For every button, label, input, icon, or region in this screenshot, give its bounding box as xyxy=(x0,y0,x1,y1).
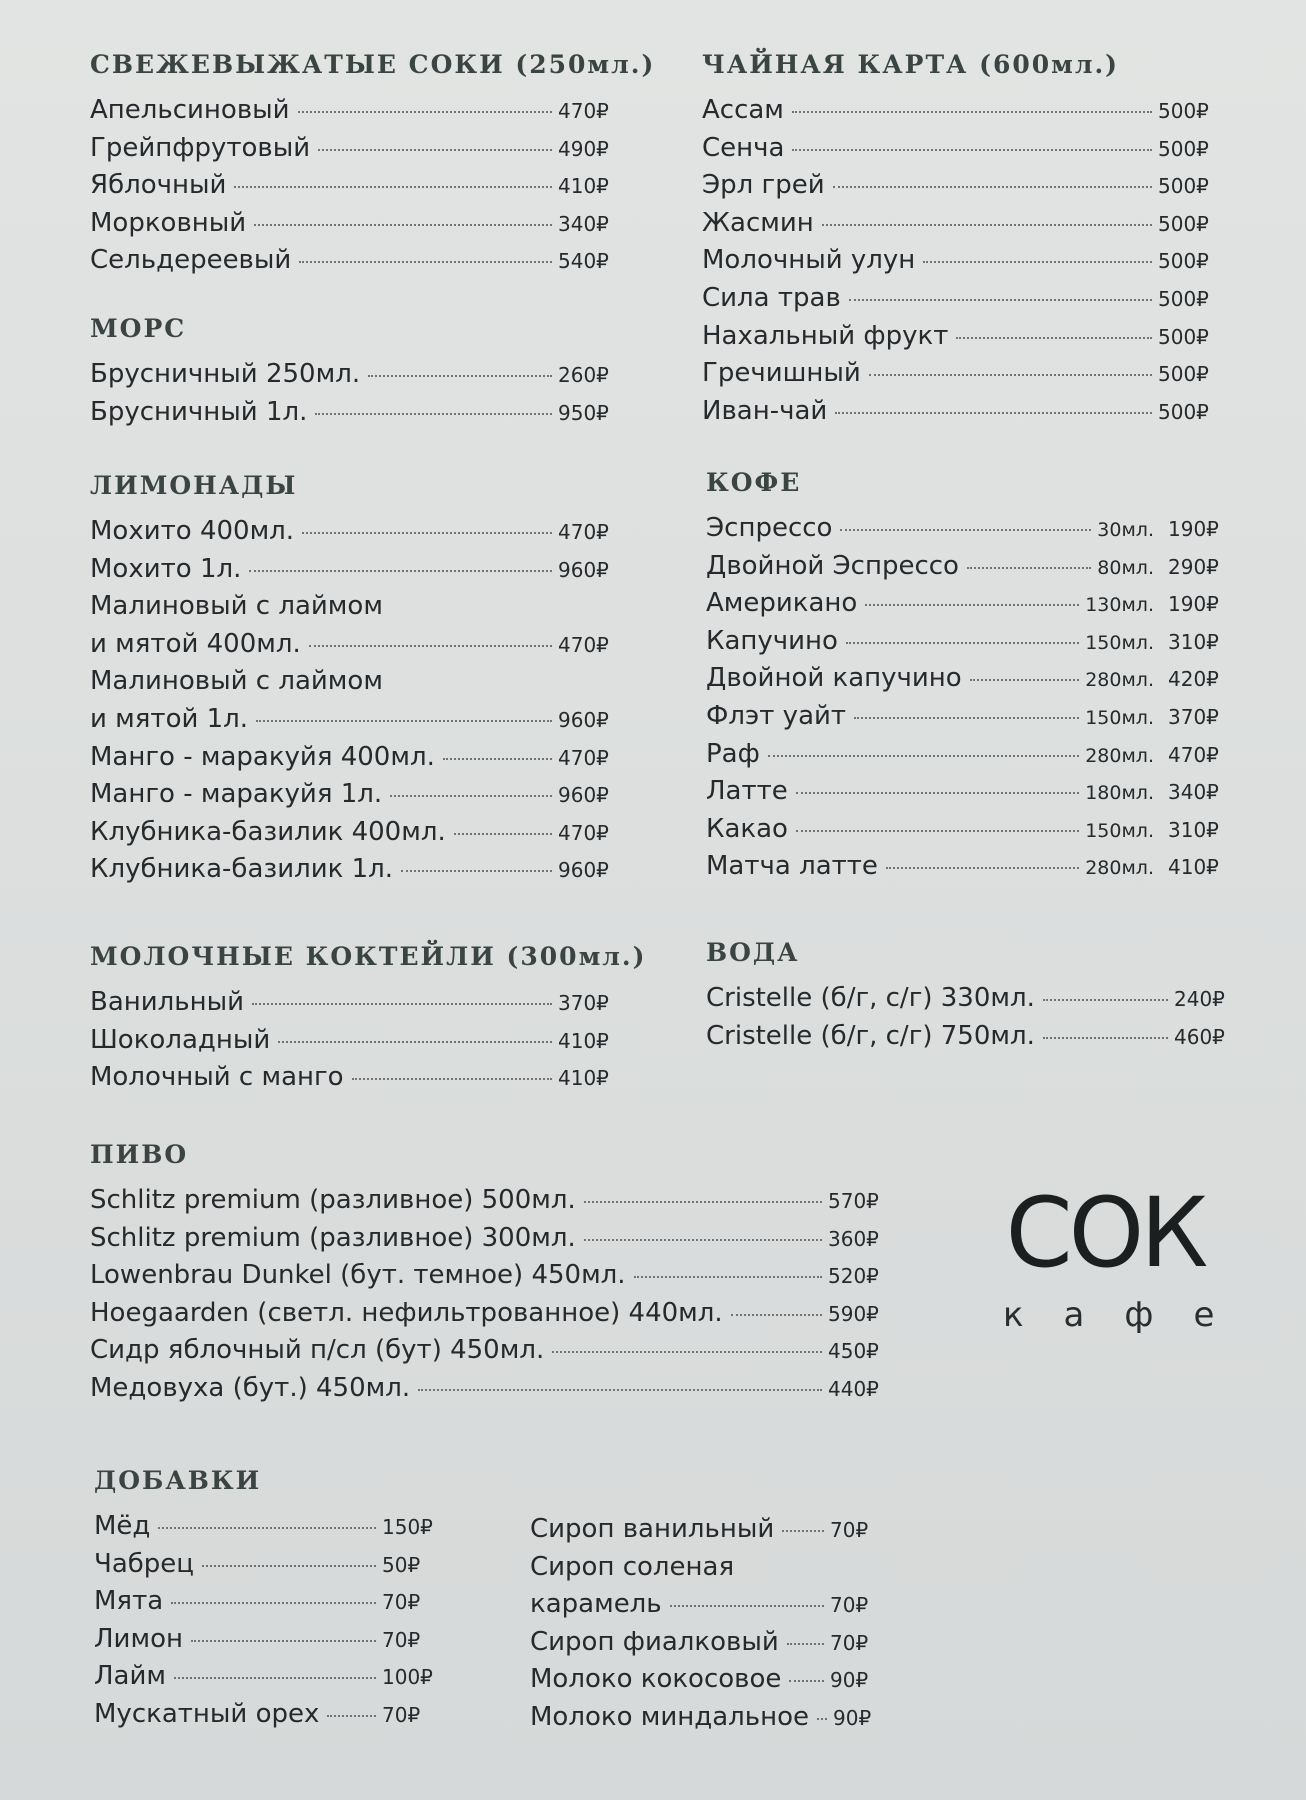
dot-leader xyxy=(174,1677,376,1679)
dot-leader xyxy=(970,679,1080,681)
dot-leader xyxy=(552,1351,822,1353)
item-name: Латте xyxy=(706,776,788,807)
menu-item xyxy=(94,1549,434,1587)
dot-leader xyxy=(202,1565,376,1567)
dot-leader xyxy=(840,529,1091,531)
item-volume: 30мл. xyxy=(1097,519,1154,541)
section-title: СВЕЖЕВЫЖАТЫЕ СОКИ (250мл.) xyxy=(90,50,656,79)
item-volume: 80мл. xyxy=(1097,556,1154,579)
menu-item xyxy=(530,1627,882,1665)
dot-leader xyxy=(634,1276,822,1278)
menu-item xyxy=(90,779,610,817)
section-title: МОЛОЧНЫЕ КОКТЕЙЛИ (300мл.) xyxy=(90,942,647,971)
dot-leader xyxy=(835,412,1152,414)
item-name: Мохито 400мл. xyxy=(90,516,295,546)
item-price: 470₽ xyxy=(1168,742,1219,767)
section-extras xyxy=(94,1466,434,1737)
item-name: Жасмин xyxy=(702,207,814,238)
dot-leader xyxy=(278,1041,552,1043)
logo-subtitle: кафе xyxy=(1003,1295,1255,1335)
item-name: Schlitz premium (разливное) 300мл. xyxy=(90,1222,576,1253)
item-price: 960₽ xyxy=(558,557,609,582)
dot-leader xyxy=(822,224,1152,226)
menu-item xyxy=(530,1514,882,1552)
item-price: 240₽ xyxy=(1174,987,1225,1011)
item-price: 410₽ xyxy=(558,1028,609,1053)
item-name: Какао xyxy=(706,813,788,844)
section-beer xyxy=(90,1140,880,1411)
item-price: 490₽ xyxy=(558,136,609,161)
item-price: 340₽ xyxy=(558,211,609,236)
item-name: Сила трав xyxy=(702,282,841,313)
item-price: 500₽ xyxy=(1158,99,1209,123)
menu-item xyxy=(90,629,610,667)
dot-leader xyxy=(923,261,1152,263)
item-name: и мятой 400мл. xyxy=(90,628,301,659)
item-price: 410₽ xyxy=(558,1066,609,1091)
item-volume: 150мл. xyxy=(1085,819,1154,842)
item-volume: 180мл. xyxy=(1085,782,1154,805)
section-coffee xyxy=(706,468,1220,889)
menu-item xyxy=(94,1586,434,1624)
menu-item xyxy=(90,554,610,592)
item-name: Сироп ванильный xyxy=(530,1514,775,1544)
item-price: 190₽ xyxy=(1168,517,1219,541)
item-name: Молоко кокосовое xyxy=(530,1664,782,1695)
item-name: Нахальный фрукт xyxy=(702,320,949,351)
dot-leader xyxy=(249,570,552,572)
item-price: 500₽ xyxy=(1158,136,1209,161)
item-name: Грейпфрутовый xyxy=(90,132,311,163)
dot-leader xyxy=(886,867,1079,869)
item-name: Ассам xyxy=(702,95,784,125)
item-list xyxy=(706,513,1220,889)
logo-wordmark: СОК xyxy=(1005,1177,1205,1289)
item-price: 90₽ xyxy=(830,1668,869,1693)
dot-leader xyxy=(956,337,1152,339)
menu-item xyxy=(90,987,610,1025)
menu-item xyxy=(706,983,1226,1021)
item-price: 70₽ xyxy=(382,1702,421,1727)
menu-item xyxy=(94,1511,434,1549)
item-name: Эспрессо xyxy=(706,513,833,543)
menu-item xyxy=(90,1185,880,1223)
item-name: и мятой 1л. xyxy=(90,703,249,734)
item-name: Cristelle (б/г, с/г) 330мл. xyxy=(706,983,1035,1013)
item-list-right xyxy=(530,1514,882,1740)
item-price: 100₽ xyxy=(382,1665,433,1690)
section-title: ВОДА xyxy=(706,938,800,967)
menu-item xyxy=(90,817,610,855)
item-list-left xyxy=(94,1511,434,1737)
dot-leader xyxy=(967,567,1091,569)
item-price: 70₽ xyxy=(830,1630,869,1655)
menu-item xyxy=(90,397,610,435)
item-name: Брусничный 250мл. xyxy=(90,359,361,389)
menu-item xyxy=(706,551,1220,589)
menu-item xyxy=(90,1298,880,1336)
menu-item xyxy=(702,208,1210,246)
dot-leader xyxy=(327,1715,376,1717)
menu-item xyxy=(702,283,1210,321)
dot-leader xyxy=(352,1078,552,1080)
item-name: Сироп соленая xyxy=(530,1551,735,1582)
menu-item xyxy=(702,321,1210,359)
menu-item xyxy=(90,359,610,397)
menu-item xyxy=(90,245,610,283)
item-name: Клубника-базилик 1л. xyxy=(90,854,394,885)
item-list xyxy=(90,516,610,892)
dot-leader xyxy=(368,375,552,377)
menu-item xyxy=(90,854,610,892)
menu-item xyxy=(530,1589,882,1627)
dot-leader xyxy=(1043,1037,1168,1039)
dot-leader xyxy=(315,413,552,415)
item-name: Молочный с манго xyxy=(90,1062,344,1093)
menu-item xyxy=(94,1661,434,1699)
menu-item-name-line xyxy=(90,591,610,629)
menu-item xyxy=(702,133,1210,171)
menu-item xyxy=(706,851,1220,889)
item-name: Малиновый с лаймом xyxy=(90,591,383,622)
item-name: Schlitz premium (разливное) 500мл. xyxy=(90,1185,576,1215)
dot-leader xyxy=(584,1201,822,1203)
item-volume: 150мл. xyxy=(1085,706,1154,729)
item-price: 460₽ xyxy=(1174,1024,1225,1049)
section-milkshakes xyxy=(90,942,647,1100)
item-name: Двойной Эспрессо xyxy=(706,550,959,581)
item-name: Гречишный xyxy=(702,358,861,389)
section-title: МОРС xyxy=(90,314,187,343)
dot-leader xyxy=(1043,999,1168,1001)
menu-item xyxy=(90,1223,880,1261)
menu-item xyxy=(702,170,1210,208)
item-name: Брусничный 1л. xyxy=(90,396,308,427)
menu-item xyxy=(706,513,1220,551)
menu-item xyxy=(90,95,610,133)
cafe-logo xyxy=(975,1177,1255,1335)
item-name: Мёд xyxy=(94,1511,151,1541)
item-volume: 280мл. xyxy=(1085,669,1154,692)
item-name: Морковный xyxy=(90,207,247,238)
item-name: Раф xyxy=(706,738,760,769)
dot-leader xyxy=(584,1239,822,1241)
item-price: 410₽ xyxy=(1168,855,1219,880)
item-price: 370₽ xyxy=(1168,704,1219,729)
item-price: 370₽ xyxy=(558,991,609,1015)
section-lemonades xyxy=(90,471,610,892)
item-name: Мята xyxy=(94,1586,164,1617)
item-list xyxy=(90,987,610,1100)
dot-leader xyxy=(390,795,552,797)
menu-item xyxy=(702,396,1210,434)
menu-item xyxy=(702,358,1210,396)
item-price: 470₽ xyxy=(558,745,609,770)
item-name: Медовуха (бут.) 450мл. xyxy=(90,1372,411,1403)
item-price: 960₽ xyxy=(558,783,609,808)
section-title: ЧАЙНАЯ КАРТА (600мл.) xyxy=(702,50,1119,79)
section-tea xyxy=(702,50,1210,433)
menu-item xyxy=(706,814,1220,852)
menu-item xyxy=(90,1373,880,1411)
menu-item xyxy=(706,626,1220,664)
dot-leader xyxy=(796,830,1079,832)
dot-leader xyxy=(309,645,552,647)
item-name: Лимон xyxy=(94,1623,183,1654)
menu-item xyxy=(94,1624,434,1662)
item-name: Иван-чай xyxy=(702,395,828,426)
menu-item xyxy=(90,742,610,780)
item-name: Чабрец xyxy=(94,1548,194,1579)
item-name: Апельсиновый xyxy=(90,95,290,125)
item-name: Клубника-базилик 400мл. xyxy=(90,816,446,847)
item-list xyxy=(90,1185,880,1411)
item-name: Манго - маракуйя 400мл. xyxy=(90,741,435,772)
item-price: 500₽ xyxy=(1158,249,1209,274)
dot-leader xyxy=(454,833,552,835)
menu-item xyxy=(706,776,1220,814)
section-title: ДОБАВКИ xyxy=(94,1466,262,1495)
item-price: 440₽ xyxy=(828,1376,879,1401)
item-name: Молоко миндальное xyxy=(530,1701,810,1732)
menu-item xyxy=(706,588,1220,626)
menu-item xyxy=(530,1664,882,1702)
menu-item xyxy=(90,1335,880,1373)
item-name: Лайм xyxy=(94,1661,166,1692)
item-price: 470₽ xyxy=(558,99,609,123)
item-price: 310₽ xyxy=(1168,629,1219,654)
item-price: 960₽ xyxy=(558,858,609,883)
menu-item xyxy=(90,1025,610,1063)
item-price: 500₽ xyxy=(1158,324,1209,349)
item-name: Эрл грей xyxy=(702,170,825,201)
menu-item xyxy=(94,1699,434,1737)
item-name: Сироп фиалковый xyxy=(530,1626,779,1657)
dot-leader xyxy=(787,1643,824,1645)
item-name: Ванильный xyxy=(90,987,245,1017)
item-list xyxy=(90,359,610,434)
item-name: Манго - маракуйя 1л. xyxy=(90,779,383,810)
dot-leader xyxy=(418,1389,822,1391)
item-price: 150₽ xyxy=(382,1515,433,1539)
item-name: Сенча xyxy=(702,132,785,163)
menu-item xyxy=(706,701,1220,739)
item-price: 500₽ xyxy=(1158,211,1209,236)
item-price: 260₽ xyxy=(558,363,609,387)
item-price: 50₽ xyxy=(382,1552,421,1577)
dot-leader xyxy=(401,870,552,872)
item-price: 340₽ xyxy=(1168,780,1219,805)
dot-leader xyxy=(670,1605,824,1607)
dot-leader xyxy=(792,111,1152,113)
dot-leader xyxy=(849,299,1152,301)
menu-item xyxy=(90,704,610,742)
menu-item xyxy=(702,95,1210,133)
dot-leader xyxy=(782,1530,824,1532)
dot-leader xyxy=(869,374,1152,376)
menu-item-name-line xyxy=(530,1552,882,1590)
menu-item xyxy=(90,208,610,246)
menu-item xyxy=(90,133,610,171)
section-title: КОФЕ xyxy=(706,468,802,497)
item-name: Lowenbrau Dunkel (бут. темное) 450мл. xyxy=(90,1260,626,1291)
item-price: 500₽ xyxy=(1158,399,1209,424)
item-price: 360₽ xyxy=(828,1226,879,1251)
item-name: Двойной капучино xyxy=(706,663,962,694)
menu-item xyxy=(90,170,610,208)
dot-leader xyxy=(789,1680,824,1682)
section-water xyxy=(706,938,1226,1058)
item-volume: 130мл. xyxy=(1085,594,1154,617)
item-name: Мускатный орех xyxy=(94,1698,320,1729)
item-volume: 280мл. xyxy=(1085,744,1154,767)
item-name: Яблочный xyxy=(90,170,227,201)
menu-item xyxy=(706,739,1220,777)
menu-item xyxy=(90,1260,880,1298)
item-price: 70₽ xyxy=(382,1627,421,1652)
dot-leader xyxy=(298,111,552,113)
item-list xyxy=(90,95,610,283)
menu-item xyxy=(706,1021,1226,1059)
menu-item xyxy=(530,1702,882,1740)
item-price: 520₽ xyxy=(828,1264,879,1289)
item-price: 590₽ xyxy=(828,1301,879,1326)
item-price: 470₽ xyxy=(558,820,609,845)
dot-leader xyxy=(846,642,1079,644)
item-name: Шоколадный xyxy=(90,1024,271,1055)
item-price: 420₽ xyxy=(1168,667,1219,692)
item-list xyxy=(702,95,1210,433)
item-price: 470₽ xyxy=(558,520,609,544)
dot-leader xyxy=(443,758,552,760)
dot-leader xyxy=(171,1602,376,1604)
dot-leader xyxy=(318,149,552,151)
dot-leader xyxy=(234,186,552,188)
dot-leader xyxy=(792,149,1152,151)
item-price: 410₽ xyxy=(558,174,609,199)
item-volume: 280мл. xyxy=(1085,857,1154,880)
menu-item xyxy=(90,516,610,554)
item-name: карамель xyxy=(530,1589,662,1620)
item-price: 70₽ xyxy=(830,1518,869,1542)
dot-leader xyxy=(158,1527,376,1529)
item-price: 290₽ xyxy=(1168,554,1219,579)
item-price: 450₽ xyxy=(828,1339,879,1364)
menu-item xyxy=(90,1062,610,1100)
item-name: Молочный улун xyxy=(702,245,916,276)
item-price: 190₽ xyxy=(1168,592,1219,617)
item-price: 500₽ xyxy=(1158,174,1209,199)
item-price: 540₽ xyxy=(558,249,609,274)
dot-leader xyxy=(252,1003,552,1005)
item-name: Флэт уайт xyxy=(706,700,847,731)
dot-leader xyxy=(865,604,1079,606)
item-name: Капучино xyxy=(706,625,838,656)
item-name: Сельдерeевый xyxy=(90,245,292,276)
section-title: ЛИМОНАДЫ xyxy=(90,471,298,500)
item-name: Cristelle (б/г, с/г) 750мл. xyxy=(706,1020,1035,1051)
item-price: 70₽ xyxy=(830,1593,869,1618)
dot-leader xyxy=(256,720,552,722)
item-price: 500₽ xyxy=(1158,286,1209,311)
dot-leader xyxy=(254,224,552,226)
section-juices xyxy=(90,50,656,283)
item-list xyxy=(706,983,1226,1058)
dot-leader xyxy=(299,261,552,263)
item-price: 570₽ xyxy=(828,1189,879,1213)
dot-leader xyxy=(731,1314,822,1316)
menu-item xyxy=(702,245,1210,283)
item-price: 470₽ xyxy=(558,632,609,657)
item-price: 90₽ xyxy=(833,1705,872,1730)
item-name: Hoegaarden (светл. нефильтрованное) 440мл. xyxy=(90,1297,723,1328)
dot-leader xyxy=(817,1718,827,1720)
item-name: Сидр яблочный п/сл (бут) 450мл. xyxy=(90,1335,545,1366)
item-price: 70₽ xyxy=(382,1590,421,1615)
dot-leader xyxy=(796,792,1079,794)
item-name: Мохито 1л. xyxy=(90,553,242,584)
section-title: ПИВО xyxy=(90,1140,189,1169)
item-name: Американо xyxy=(706,588,858,619)
section-mors xyxy=(90,314,610,434)
item-price: 310₽ xyxy=(1168,817,1219,842)
item-volume: 150мл. xyxy=(1085,631,1154,654)
section-extras-right xyxy=(530,1514,882,1740)
item-price: 960₽ xyxy=(558,707,609,732)
item-price: 500₽ xyxy=(1158,362,1209,387)
menu-item xyxy=(706,663,1220,701)
dot-leader xyxy=(191,1640,376,1642)
menu-item-name-line xyxy=(90,666,610,704)
item-price: 950₽ xyxy=(558,400,609,425)
dot-leader xyxy=(833,186,1152,188)
dot-leader xyxy=(854,717,1079,719)
dot-leader xyxy=(302,532,552,534)
item-name: Матча латте xyxy=(706,851,878,882)
dot-leader xyxy=(768,755,1079,757)
item-name: Малиновый с лаймом xyxy=(90,666,383,697)
